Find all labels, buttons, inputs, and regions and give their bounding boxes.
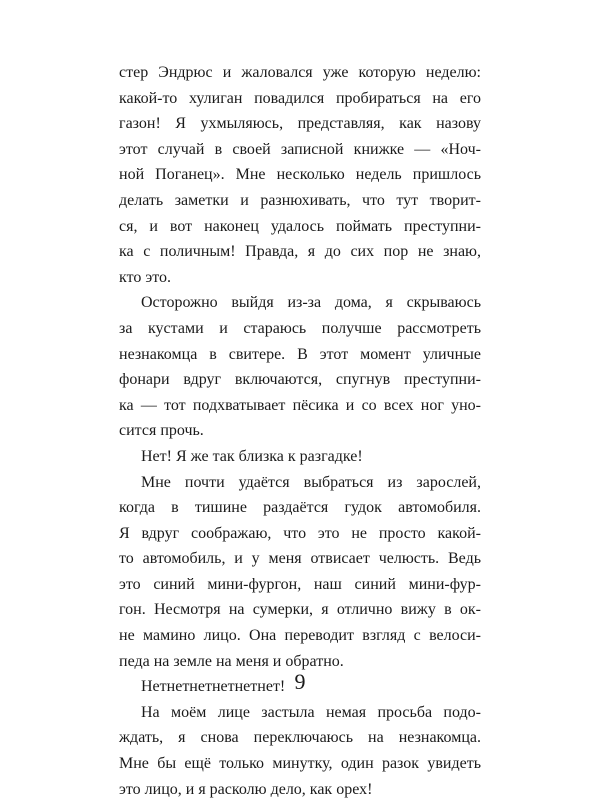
- page-number: 9: [294, 669, 306, 694]
- text-line: не мамино лицо. Она переводит взгляд с велоси-: [119, 627, 481, 645]
- text-line: газон! Я ухмыляюсь, представляя, как назову: [119, 115, 481, 133]
- text-line: когда в тишине раздаётся гудок автомобиля.: [119, 499, 481, 517]
- text-line: ной Поганец». Мне несколько недель пришлось: [119, 166, 481, 184]
- text-line: делать заметки и разнюхивать, что тут творит-: [119, 191, 481, 209]
- text-line: Нетнетнетнетнетнет!: [141, 678, 286, 696]
- text-line: Я вдруг соображаю, что это не просто какой-: [119, 524, 481, 542]
- text-line: то автомобиль, и у меня отвисает челюсть. Ведь: [119, 550, 481, 568]
- text-line: ждать, я снова переключаюсь на незнакомца.: [119, 729, 481, 747]
- text-line: сится прочь.: [119, 422, 204, 440]
- text-line: Мне почти удаётся выбраться из зарослей,: [141, 473, 481, 491]
- text-line: Мне бы ещё только минутку, один разок увидеть: [119, 755, 481, 773]
- text-line: педа на земле на меня и обратно.: [119, 652, 344, 670]
- text-line: кто это.: [119, 268, 171, 286]
- text-line: Нет! Я же так близка к разгадке!: [141, 447, 363, 465]
- text-line: ся, и вот наконец удалось поймать преступни-: [119, 217, 481, 235]
- text-line: стер Эндрюс и жаловался уже которую неделю:: [119, 64, 481, 81]
- text-line: за кустами и стараюсь получше рассмотреть: [119, 319, 481, 337]
- text-line: фонари вдруг включаются, спугнув преступни-: [119, 371, 481, 389]
- text-line: это лицо, и я расколю дело, как орех!: [119, 780, 373, 798]
- text-line: ка — тот подхватывает пёсика и со всех ног уно-: [119, 396, 481, 414]
- text-line: ка с поличным! Правда, я до сих пор не знаю,: [119, 243, 481, 261]
- text-line: незнакомца в свитере. В этот момент уличные: [119, 345, 481, 363]
- text-line: На моём лице застыла немая просьба подо-: [141, 703, 481, 721]
- text-line: гон. Несмотря на сумерки, я отлично вижу в ок-: [119, 601, 481, 619]
- text-line: это синий мини-фургон, наш синий мини-фур-: [119, 575, 481, 593]
- text-line: этот случай в своей записной книжке — «Ноч-: [119, 140, 481, 158]
- text-line: какой-то хулиган повадился пробираться на его: [119, 89, 481, 107]
- text-line: Осторожно выйдя из-за дома, я скрываюсь: [141, 294, 481, 312]
